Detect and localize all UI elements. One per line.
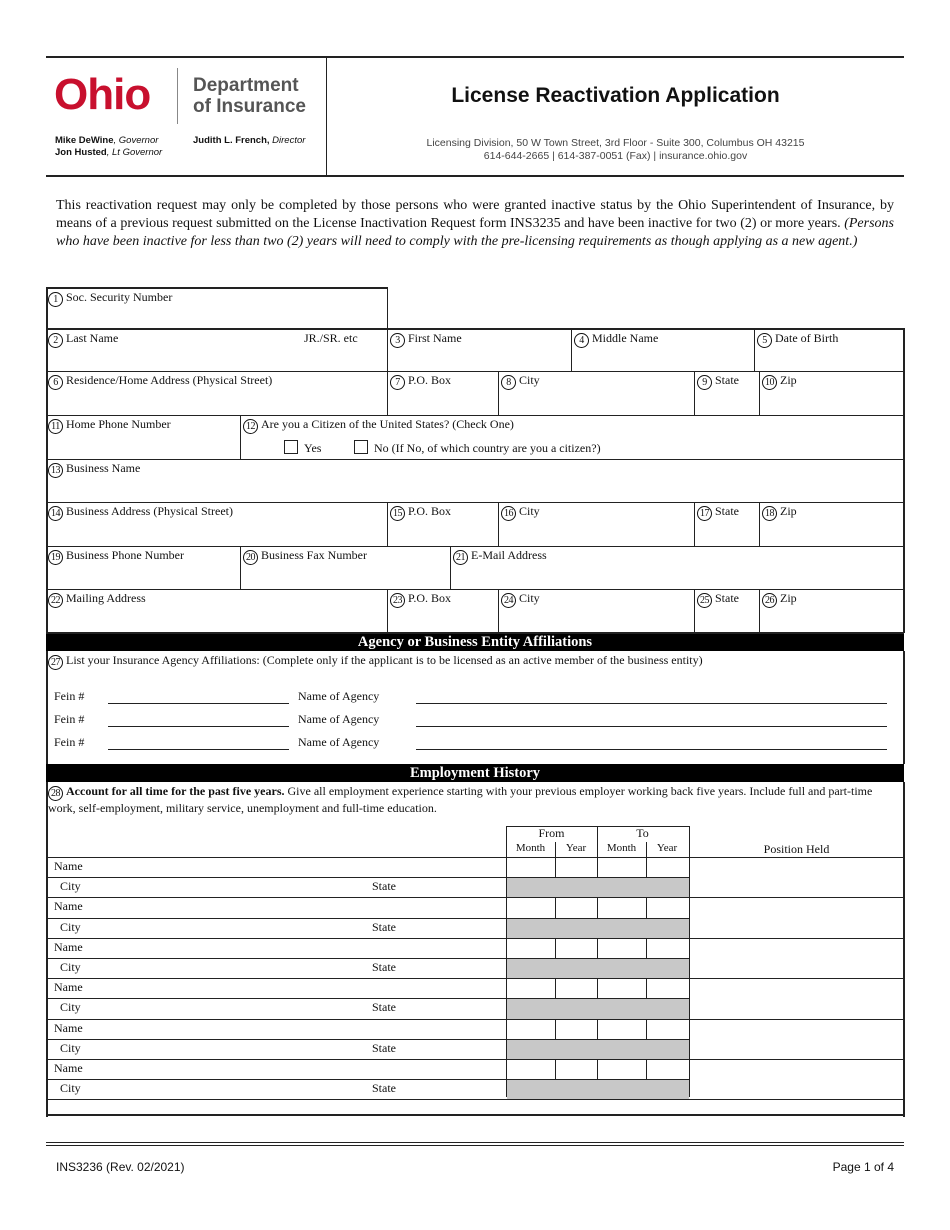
employer-city-input[interactable] — [100, 918, 360, 938]
grid-rule — [46, 371, 904, 372]
employment-instruction: 28 Account for all time for the past five years. Give all employment experience starting with your previous employer working back five years. Include full and part-time work, self-employment, military service, unemployment and full-time education. — [48, 784, 873, 815]
business-zip-field[interactable]: 18 Zip — [762, 504, 797, 521]
grid-rule — [903, 328, 905, 633]
grid-rule — [498, 371, 499, 415]
employer-city-input[interactable] — [100, 877, 360, 897]
grid-rule — [46, 502, 904, 503]
yes-checkbox[interactable] — [284, 440, 298, 454]
grid-rule — [46, 589, 904, 590]
employer-name-label: Name — [54, 1020, 83, 1035]
business-state-field[interactable]: 17 State — [697, 504, 739, 521]
business-city-field[interactable]: 16 City — [501, 504, 540, 521]
employer-name-input[interactable] — [100, 1019, 504, 1039]
employer-city-input[interactable] — [100, 1079, 360, 1099]
employer-state-input[interactable] — [420, 918, 504, 938]
footer-rule — [46, 1145, 904, 1146]
suffix-label: JR./SR. etc — [304, 331, 358, 345]
form-number: INS3236 (Rev. 02/2021) — [56, 1160, 185, 1174]
position-held-input[interactable] — [690, 938, 902, 978]
employer-city-input[interactable] — [100, 1039, 360, 1059]
residence-address-field[interactable]: 6 Residence/Home Address (Physical Street) — [48, 373, 272, 390]
grid-rule — [759, 371, 760, 415]
agency-name-input-2[interactable] — [416, 726, 887, 727]
employer-state-label: State — [372, 919, 396, 934]
employment-border-right — [903, 782, 905, 1117]
grid-rule — [46, 546, 904, 547]
director-block: Judith L. French, Director — [193, 135, 306, 146]
employer-name-input[interactable] — [100, 1059, 504, 1079]
grid-rule — [498, 502, 499, 546]
from-month-header: Month — [515, 842, 546, 854]
fein-input-1[interactable] — [108, 703, 289, 704]
citizen-no-option[interactable]: No (If No, of which country are you a citizen?) — [354, 440, 601, 456]
business-fax-field[interactable]: 20 Business Fax Number — [243, 548, 367, 565]
home-city-field[interactable]: 8 City — [501, 373, 540, 390]
grid-rule — [498, 589, 499, 633]
governor-block: Mike DeWine, Governor Jon Husted, Lt Governor — [55, 135, 163, 158]
employer-city-input[interactable] — [100, 958, 360, 978]
page-number: Page 1 of 4 — [832, 1160, 894, 1174]
employer-city-label: City — [60, 960, 81, 974]
agency-border-right — [903, 651, 905, 764]
employer-name-input[interactable] — [100, 938, 504, 958]
to-month-header: Month — [606, 842, 637, 854]
grid-rule — [571, 328, 572, 371]
agency-name-label: Name of Agency — [298, 689, 380, 703]
employer-state-input[interactable] — [420, 877, 504, 897]
footer-rule — [46, 1142, 904, 1143]
header-bottom-rule — [46, 175, 904, 177]
grid-rule — [694, 502, 695, 546]
position-held-input[interactable] — [690, 1059, 902, 1099]
employer-state-label: State — [372, 960, 396, 974]
entry-rule — [46, 1099, 904, 1100]
business-name-field[interactable]: 13 Business Name — [48, 461, 140, 478]
grid-rule — [754, 328, 755, 371]
grid-rule — [450, 546, 451, 589]
grid-rule — [387, 502, 388, 546]
employer-name-input[interactable] — [100, 978, 504, 998]
form-title: License Reactivation Application — [451, 84, 780, 107]
agency-name-label: Name of Agency — [298, 712, 380, 726]
employer-state-input[interactable] — [420, 1079, 504, 1099]
employer-city-input[interactable] — [100, 998, 360, 1018]
first-name-field[interactable]: 3 First Name — [390, 331, 462, 348]
position-held-input[interactable] — [690, 857, 902, 897]
employer-name-input[interactable] — [100, 857, 504, 877]
shaded-cell — [507, 877, 689, 897]
employer-name-label: Name — [54, 980, 83, 995]
agency-name-label: Name of Agency — [298, 735, 380, 749]
from-year-header: Year — [565, 842, 587, 854]
home-phone-field[interactable]: 11 Home Phone Number — [48, 417, 171, 434]
date-of-birth-field[interactable]: 5 Date of Birth — [757, 331, 838, 348]
email-field[interactable]: 21 E-Mail Address — [453, 548, 547, 565]
employer-name-label: Name — [54, 899, 83, 914]
grid-rule — [240, 415, 241, 459]
employment-border-left — [46, 782, 48, 1117]
position-held-input[interactable] — [690, 1019, 902, 1059]
fein-input-2[interactable] — [108, 726, 289, 727]
employer-name-label: Name — [54, 1061, 83, 1075]
shaded-cell — [507, 958, 689, 978]
grid-rule — [240, 546, 241, 589]
employer-name-input[interactable] — [100, 897, 504, 917]
mailing-city-field[interactable]: 24 City — [501, 591, 540, 608]
from-header: From — [538, 826, 565, 840]
shaded-cell — [507, 918, 689, 938]
citizenship-question: 12 Are you a Citizen of the United States? (Check One) — [243, 417, 514, 434]
grid-rule — [387, 287, 388, 415]
employer-city-label: City — [60, 1081, 81, 1096]
fein-label: Fein # — [54, 689, 85, 703]
no-checkbox[interactable] — [354, 440, 368, 454]
home-zip-field[interactable]: 10 Zip — [762, 373, 797, 390]
employer-state-input[interactable] — [420, 998, 504, 1018]
mailing-po-box-field[interactable]: 23 P.O. Box — [390, 591, 451, 608]
home-state-field[interactable]: 9 State — [697, 373, 739, 390]
last-name-field[interactable]: 2 Last Name — [48, 331, 118, 348]
agency-section-header: Agency or Business Entity Affiliations — [46, 634, 904, 651]
employment-section-header: Employment History — [46, 764, 904, 782]
employer-state-label: State — [372, 1000, 396, 1015]
grid-bottom-rule — [46, 1114, 904, 1116]
header-top-rule — [46, 56, 904, 58]
employer-city-label: City — [60, 1040, 81, 1055]
employer-city-label: City — [60, 919, 81, 934]
shaded-cell — [507, 1079, 689, 1099]
department-name: Department of Insurance — [193, 75, 306, 117]
employer-name-label: Name — [54, 859, 83, 873]
shaded-cell — [507, 998, 689, 1018]
grid-rule — [46, 287, 387, 289]
to-header: To — [636, 826, 649, 840]
grid-rule — [46, 415, 904, 416]
position-held-input[interactable] — [690, 897, 902, 937]
grid-rule — [759, 502, 760, 546]
employer-state-label: State — [372, 879, 396, 894]
ssn-field[interactable]: 1 Soc. Security Number — [48, 290, 172, 307]
middle-name-field[interactable]: 4 Middle Name — [574, 331, 658, 348]
employer-state-input[interactable] — [420, 958, 504, 978]
agency-instruction: 27 List your Insurance Agency Affiliations: (Complete only if the applicant is to be licensed as an active member of the business entity) — [48, 653, 703, 670]
intro-paragraph: This reactivation request may only be completed by those persons who were granted inactive status by the Ohio Superintendent of Insurance, by means of a previous request submitted on the License Inactivation Request form INS3235 and have been inactive for two (2) or more years. (Persons who have been inactive for less than two (2) years will need to comply with the pre-licensing requirements as though applying as a new agent.) — [56, 198, 894, 249]
employer-city-label: City — [60, 1000, 81, 1015]
mailing-state-field[interactable]: 25 State — [697, 591, 739, 608]
ohio-logo: Ohio — [54, 70, 151, 119]
grid-rule — [694, 589, 695, 633]
home-po-box-field[interactable]: 7 P.O. Box — [390, 373, 451, 390]
citizen-yes-option[interactable]: Yes — [284, 440, 321, 456]
fein-label: Fein # — [54, 735, 85, 749]
grid-rule — [694, 371, 695, 415]
fein-label: Fein # — [54, 712, 85, 726]
grid-rule — [46, 459, 904, 460]
grid-rule — [387, 589, 388, 633]
employer-city-label: City — [60, 879, 81, 894]
mailing-address-field[interactable]: 22 Mailing Address — [48, 591, 146, 608]
business-po-box-field[interactable]: 15 P.O. Box — [390, 504, 451, 521]
agency-name-input-1[interactable] — [416, 703, 887, 704]
mailing-zip-field[interactable]: 26 Zip — [762, 591, 797, 608]
contact-info: Licensing Division, 50 W Town Street, 3rd Floor - Suite 300, Columbus OH 43215 614-644-2665 | 614-387-0051 (Fax) | insurance.ohio.gov — [426, 137, 805, 162]
business-phone-field[interactable]: 19 Business Phone Number — [48, 548, 184, 565]
agency-name-input-3[interactable] — [416, 749, 887, 750]
grid-rule — [46, 328, 904, 330]
employer-name-label: Name — [54, 939, 83, 954]
business-address-field[interactable]: 14 Business Address (Physical Street) — [48, 504, 233, 521]
position-held-header: Position Held — [763, 842, 830, 856]
shaded-cell — [507, 1039, 689, 1059]
employer-state-label: State — [372, 1040, 396, 1055]
logo-separator — [177, 68, 178, 124]
employer-state-input[interactable] — [420, 1039, 504, 1059]
position-held-input[interactable] — [690, 978, 902, 1018]
grid-rule — [759, 589, 760, 633]
fein-input-3[interactable] — [108, 749, 289, 750]
employer-state-label: State — [372, 1081, 396, 1096]
to-year-header: Year — [656, 842, 678, 854]
